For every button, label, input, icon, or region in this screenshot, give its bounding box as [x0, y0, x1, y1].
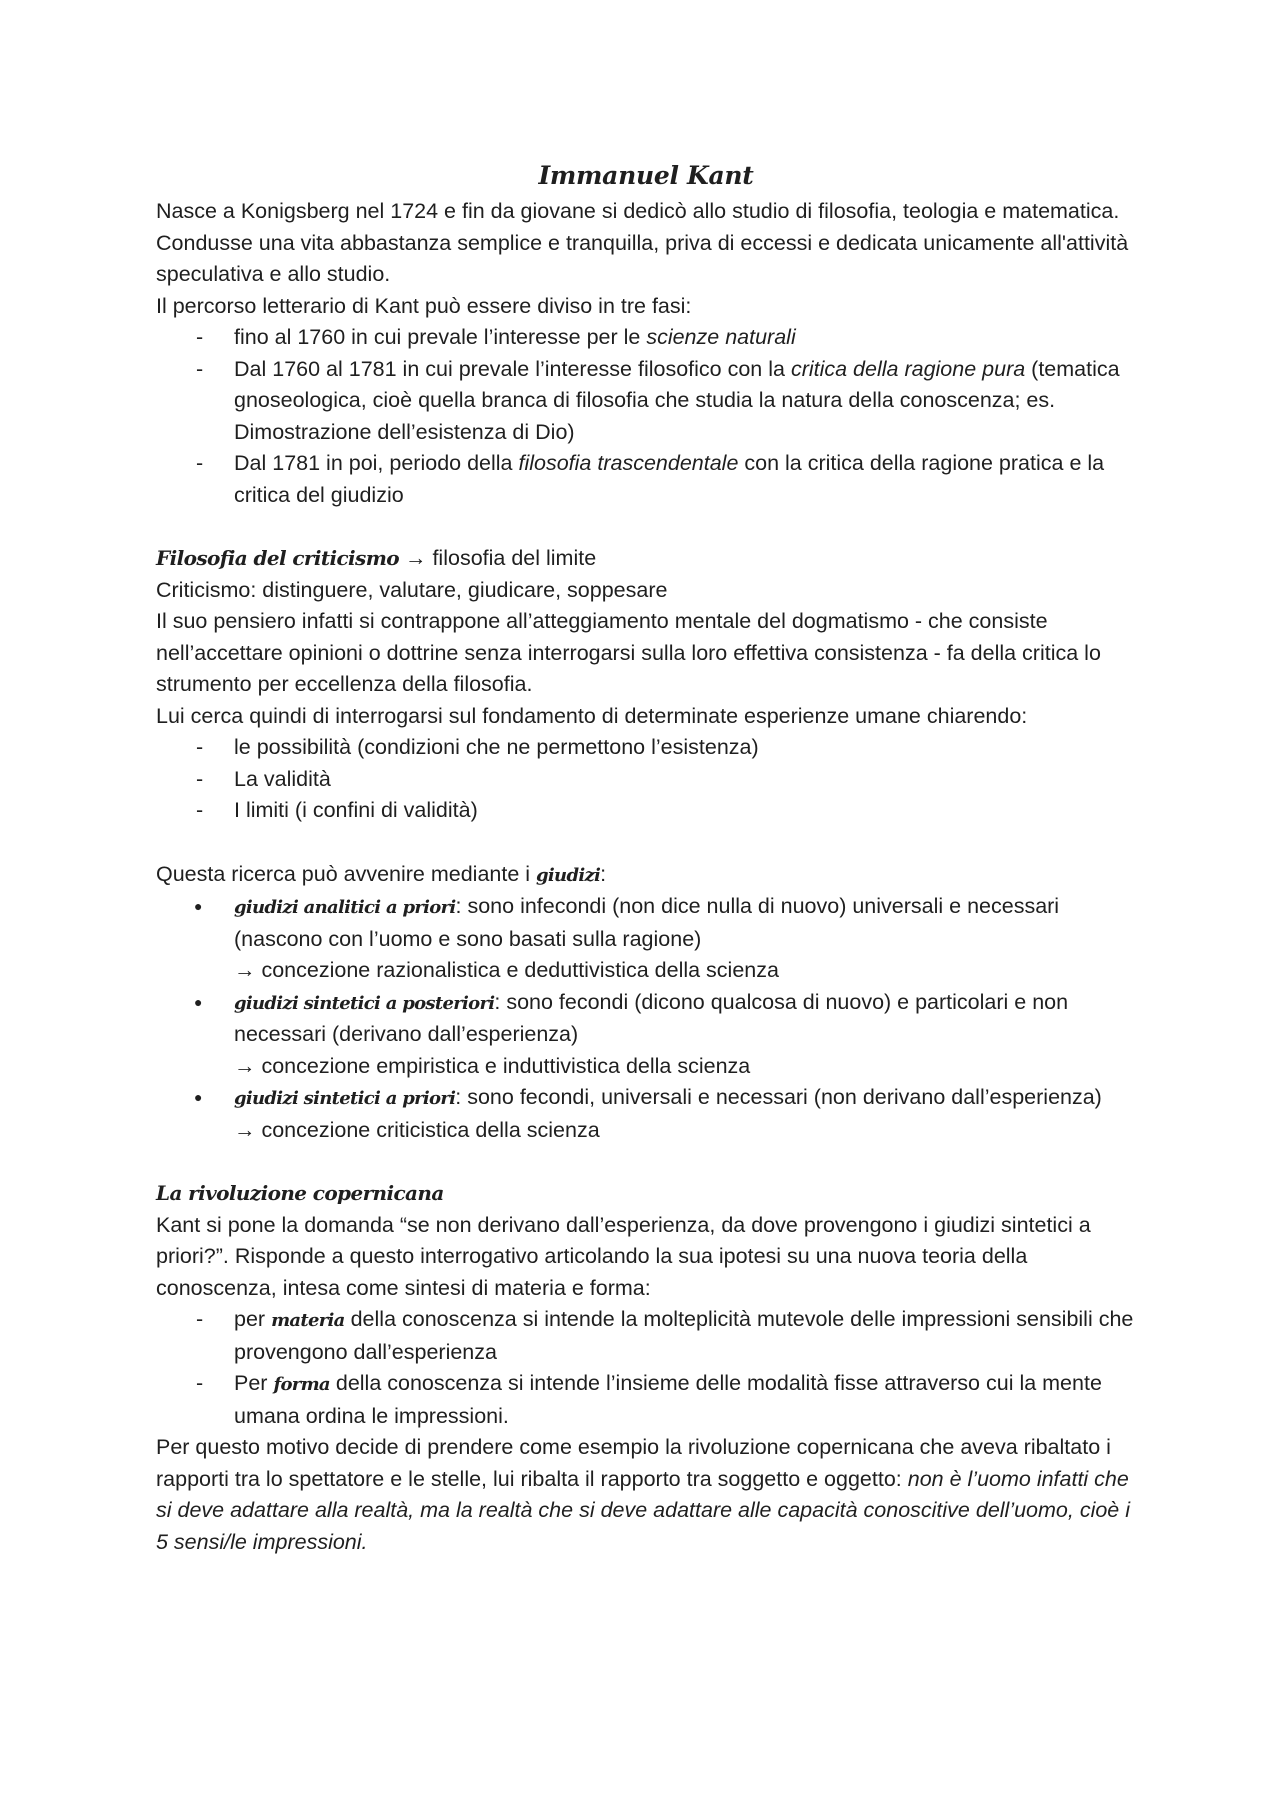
term: giudizi analitici a priori — [234, 897, 456, 918]
phases-list — [156, 322, 1136, 511]
list-item: - Dal 1781 in poi, periodo della filosofia trascendentale con la critica della ragione pratica e la critica del giudizio — [156, 448, 1136, 511]
section-heading: La rivoluzione copernicana — [156, 1181, 444, 1205]
section-heading: Filosofia del criticismo — [156, 546, 400, 570]
bullet-marker: ● — [194, 1089, 203, 1105]
dash-marker: - — [196, 1307, 204, 1331]
term: giudizi sintetici a posteriori — [234, 992, 495, 1014]
bullet-marker: ● — [194, 898, 203, 914]
term: giudizi sintetici a priori — [234, 1088, 456, 1109]
criticismo-heading-line: Filosofia del criticismo → filosofia del limite — [156, 546, 597, 570]
phases-intro: Il percorso letterario di Kant può essere diviso in tre fasi: — [156, 293, 692, 318]
rivoluzione-conclusion: Per questo motivo decide di prendere come esempio la rivoluzione copernicana che aveva ribaltato i rapporti tra lo spettatore e le stelle, lui ribalta il rapporto tra soggetto e oggetto: non è l’uomo infatti che si deve adattare alla realtà, ma la realtà che si deve adattare alle capacità conoscitive dell’uomo, cioè i 5 sensi/le impressioni. — [156, 1435, 1131, 1554]
dash-marker: - — [196, 766, 204, 791]
list-item: ● giudizi sintetici a posteriori: sono fecondi (dicono qualcosa di nuovo) e particolari e non necessari (derivano dall’esperienza) → concezione empiristica e induttivistica della scienza — [156, 987, 1136, 1083]
highlight-term: giudizi — [536, 864, 601, 886]
spacer — [156, 827, 1136, 859]
bullet-marker: ● — [194, 993, 203, 1010]
spacer — [156, 511, 1136, 543]
list-item: - La validità — [156, 764, 1136, 796]
dash-marker: - — [196, 451, 204, 475]
list-item: - fino al 1760 in cui prevale l’interesse per le scienze naturali — [156, 322, 1136, 354]
list-item: - I limiti (i confini di validità) — [156, 795, 1136, 827]
list-item: - le possibilità (condizioni che ne permettono l’esistenza) — [156, 732, 1136, 764]
criticismo-paragraph: Lui cerca quindi di interrogarsi sul fondamento di determinate esperienze umane chiarendo: — [156, 703, 1028, 728]
arrow-note: → concezione razionalistica e deduttivistica della scienza — [234, 958, 779, 982]
list-item: - Per forma della conoscenza si intende l’insieme delle modalità fisse attraverso cui la mente umana ordina le impressioni. — [156, 1368, 1136, 1432]
arrow-note: → concezione criticistica della scienza — [234, 1117, 600, 1142]
rivoluzione-paragraph: Kant si pone la domanda “se non derivano dall’esperienza, da dove provengono i giudizi sintetici a priori?”. Risponde a questo interrogativo articolando la sua ipotesi su una nuova teoria della conoscenza, intesa come sintesi di materia e forma: — [156, 1212, 1091, 1300]
list-item: - per materia della conoscenza si intende la molteplicità mutevole delle impressioni sensibili che provengono dall’esperienza — [156, 1304, 1136, 1368]
term: forma — [273, 1374, 330, 1395]
dash-marker: - — [196, 735, 204, 759]
dash-marker: - — [196, 1371, 204, 1395]
criticismo-definition: Criticismo: distinguere, valutare, giudicare, soppesare — [156, 577, 668, 602]
page-title: Immanuel Kant — [538, 161, 754, 190]
list-item: - Dal 1760 al 1781 in cui prevale l’interesse filosofico con la critica della ragione pura (tematica gnoseologica, cioè quella branca di filosofia che studia la natura della conoscenza; es. Dimostrazione dell’esistenza di Dio) — [156, 354, 1136, 449]
dash-marker: - — [196, 798, 204, 822]
term: materia — [271, 1310, 345, 1331]
spacer — [156, 1146, 1136, 1178]
criticismo-paragraph: Il suo pensiero infatti si contrappone all’atteggiamento mentale del dogmatismo - che consiste nell’accettare opinioni o dottrine senza interrogarsi sulla loro effettiva consistenza - fa della critica lo strumento per eccellenza della filosofia. — [156, 609, 1101, 696]
criticismo-list — [156, 732, 1136, 827]
list-item: ● giudizi sintetici a priori: sono fecondi, universali e necessari (non derivano dall’esperienza) → concezione criticistica della scienza — [156, 1082, 1136, 1146]
rivoluzione-heading-line — [156, 1178, 1136, 1210]
intro-paragraph: Nasce a Konigsberg nel 1724 e fin da giovane si dedicò allo studio di filosofia, teologia e matematica. Condusse una vita abbastanza semplice e tranquilla, priva di eccessi e dedicata unicamente all'attività speculativa e allo studio. — [156, 199, 1129, 286]
dash-marker: - — [196, 325, 204, 349]
list-item: ● giudizi analitici a priori: sono infecondi (non dice nulla di nuovo) universali e necessari (nascono con l’uomo e sono basati sulla ragione) → concezione razionalistica e deduttivistica della scienza — [156, 891, 1136, 987]
rivoluzione-list — [156, 1304, 1136, 1432]
arrow-note: → concezione empiristica e induttivistica della scienza — [234, 1053, 751, 1078]
giudizi-intro: Questa ricerca può avvenire mediante i giudizi: — [156, 861, 607, 886]
dash-marker: - — [196, 356, 204, 381]
document-page — [156, 156, 1136, 1558]
giudizi-list — [156, 891, 1136, 1146]
